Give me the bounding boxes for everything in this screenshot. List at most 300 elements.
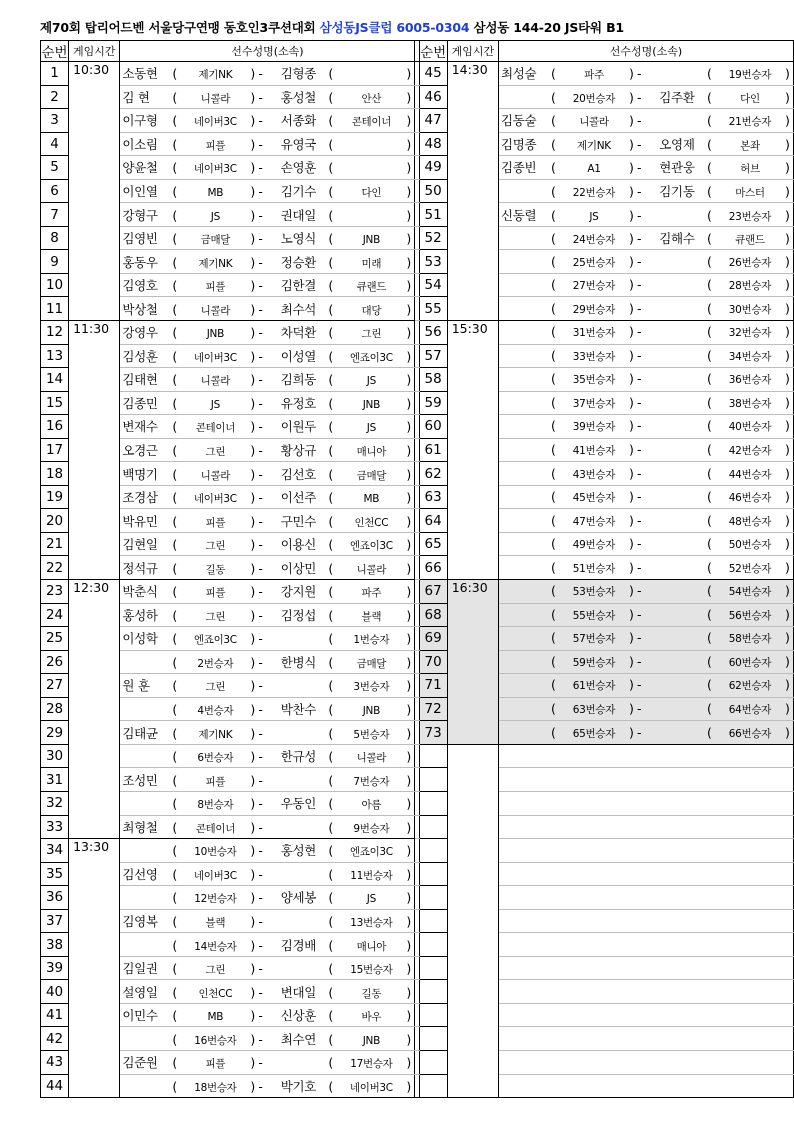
- open-paren: (: [172, 725, 177, 741]
- match-players: [120, 391, 415, 415]
- match-number: 41: [41, 1003, 69, 1027]
- close-paren: ): [628, 583, 634, 599]
- empty-cell: [498, 909, 793, 933]
- open-paren: (: [550, 512, 556, 528]
- open-paren: (: [328, 466, 333, 482]
- player-a-club: 55번승자: [572, 609, 616, 622]
- open-paren: (: [172, 301, 177, 317]
- versus-dash: -: [258, 584, 263, 600]
- match-players: [120, 744, 415, 768]
- match-number: 71: [419, 674, 447, 698]
- close-paren: ): [250, 278, 255, 294]
- open-paren: (: [328, 843, 333, 859]
- player-a-club: 네이버3C: [193, 116, 237, 129]
- player-a-name: 최형철: [122, 819, 158, 835]
- close-paren: ): [250, 513, 255, 529]
- table-row: [41, 839, 794, 863]
- table-row: [41, 438, 794, 462]
- open-paren: (: [172, 113, 177, 129]
- player-b-club: 마스터: [735, 187, 765, 199]
- player-b-club: 11번승자: [350, 869, 393, 882]
- versus-dash: -: [636, 630, 642, 646]
- player-a-club: 12번승자: [194, 893, 237, 906]
- table-row: [41, 1003, 794, 1027]
- open-paren: (: [328, 678, 333, 694]
- open-paren: (: [172, 772, 177, 788]
- versus-dash: -: [636, 442, 642, 458]
- close-paren: ): [250, 913, 255, 929]
- empty-cell: [447, 744, 498, 1097]
- player-b-name: 오영제: [659, 136, 695, 152]
- player-b-name: 최수연: [280, 1031, 317, 1047]
- versus-dash: -: [258, 348, 263, 364]
- game-time: 10:30: [69, 62, 120, 321]
- close-paren: ): [406, 1031, 411, 1047]
- close-paren: ): [784, 701, 790, 717]
- player-a-club: 블랙: [205, 916, 226, 929]
- close-paren: ): [406, 1008, 411, 1024]
- open-paren: (: [706, 701, 712, 717]
- player-a-club: 45번승자: [572, 492, 616, 505]
- close-paren: ): [406, 560, 411, 576]
- game-time: 11:30: [69, 321, 120, 580]
- player-b-name: 김기동: [659, 184, 695, 199]
- open-paren: (: [328, 254, 333, 270]
- match-players: [120, 791, 415, 815]
- player-b-club: 파주: [361, 587, 382, 600]
- close-paren: ): [406, 654, 411, 670]
- open-paren: (: [172, 866, 177, 882]
- match-number: 17: [41, 438, 69, 462]
- game-time: 16:30: [447, 580, 498, 745]
- tournament-title: 제70회 탑리어드벤 서울당구연맹 동호인3쿠션대회: [40, 20, 316, 35]
- open-paren: (: [172, 819, 177, 835]
- open-paren: (: [328, 1055, 333, 1071]
- open-paren: (: [550, 184, 556, 199]
- match-number: 66: [419, 556, 447, 580]
- player-a-club: 니콜라: [200, 92, 231, 105]
- player-a-name: 김영호: [122, 278, 158, 294]
- open-paren: (: [328, 301, 333, 317]
- open-paren: (: [328, 160, 333, 176]
- match-players: [120, 344, 415, 368]
- close-paren: ): [784, 559, 790, 575]
- player-b-club: JNB: [362, 234, 380, 247]
- player-a-name: 소동현: [122, 66, 158, 82]
- open-paren: (: [550, 536, 556, 552]
- table-row: [41, 791, 794, 815]
- open-paren: (: [328, 325, 333, 341]
- player-a-club: 피플: [205, 1058, 226, 1071]
- open-paren: (: [706, 465, 712, 481]
- player-a-club: JS: [589, 210, 599, 223]
- table-row: [41, 886, 794, 910]
- match-players: [120, 485, 415, 509]
- player-a-club: 57번승자: [572, 633, 616, 646]
- match-number: 63: [419, 485, 447, 509]
- match-players: [120, 768, 415, 792]
- open-paren: (: [328, 113, 333, 129]
- close-paren: ): [250, 395, 255, 411]
- close-paren: ): [784, 253, 790, 269]
- close-paren: ): [628, 184, 634, 199]
- close-paren: ): [406, 1078, 411, 1094]
- player-a-club: 그린: [205, 681, 226, 694]
- close-paren: ): [250, 490, 255, 506]
- open-paren: (: [550, 136, 556, 152]
- match-number: 72: [419, 697, 447, 721]
- open-paren: (: [172, 890, 177, 906]
- open-paren: (: [328, 631, 333, 647]
- player-a-club: 네이버3C: [193, 163, 237, 176]
- match-players: [120, 674, 415, 698]
- open-paren: (: [172, 654, 177, 670]
- match-players: [120, 603, 415, 627]
- open-paren: (: [328, 513, 333, 529]
- player-b-club: 23번승자: [728, 210, 772, 223]
- table-row: [41, 203, 794, 227]
- close-paren: ): [406, 160, 411, 176]
- match-players: [120, 839, 415, 863]
- table-row: [41, 156, 794, 180]
- open-paren: (: [328, 984, 333, 1000]
- versus-dash: -: [636, 136, 642, 152]
- player-b-name: 노영식: [280, 231, 317, 247]
- player-a-name: 김영복: [122, 913, 158, 929]
- match-players: [120, 85, 415, 109]
- close-paren: ): [250, 890, 255, 906]
- match-number: 55: [419, 297, 447, 321]
- open-paren: (: [328, 961, 333, 977]
- table-row: [41, 674, 794, 698]
- close-paren: ): [628, 418, 634, 434]
- match-number: 20: [41, 509, 69, 533]
- close-paren: ): [406, 961, 411, 977]
- close-paren: ): [628, 724, 634, 740]
- player-a-club: 63번승자: [572, 704, 616, 717]
- close-paren: ): [784, 465, 790, 481]
- player-b-name: 김정섭: [280, 607, 317, 623]
- close-paren: ): [406, 395, 411, 411]
- open-paren: (: [550, 347, 556, 363]
- close-paren: ): [784, 583, 790, 599]
- player-b-club: 38번승자: [728, 397, 772, 410]
- col-header-players: 선수성명(소속): [120, 41, 415, 62]
- player-a-club: 14번승자: [194, 940, 237, 953]
- match-players: [498, 580, 793, 604]
- close-paren: ): [250, 301, 255, 317]
- match-number: 46: [419, 85, 447, 109]
- versus-dash: -: [258, 843, 263, 859]
- player-a-name: 김준원: [122, 1055, 158, 1071]
- table-row: [41, 744, 794, 768]
- match-players: [120, 156, 415, 180]
- open-paren: (: [172, 513, 177, 529]
- player-b-club: 길동: [361, 987, 382, 1000]
- open-paren: (: [550, 630, 556, 646]
- close-paren: ): [250, 254, 255, 270]
- match-number: 22: [41, 556, 69, 580]
- versus-dash: -: [258, 631, 263, 647]
- open-paren: (: [172, 607, 177, 623]
- close-paren: ): [628, 630, 634, 646]
- open-paren: (: [172, 913, 177, 929]
- match-players: [120, 886, 415, 910]
- versus-dash: -: [636, 677, 642, 693]
- open-paren: (: [328, 89, 333, 105]
- player-b-club: 허브: [740, 163, 760, 176]
- player-a-club: 24번승자: [572, 234, 616, 247]
- open-paren: (: [172, 231, 177, 247]
- table-row: [41, 485, 794, 509]
- player-b-name: 김선호: [280, 466, 317, 482]
- close-paren: ): [250, 702, 255, 718]
- venue-address: 삼성동 144-20 JS타워 B1: [473, 20, 624, 35]
- table-row: [41, 768, 794, 792]
- match-number: 52: [419, 226, 447, 250]
- player-a-club: 25번승자: [572, 256, 616, 269]
- close-paren: ): [406, 796, 411, 812]
- player-a-name: 원 훈: [122, 678, 150, 694]
- close-paren: ): [406, 184, 411, 199]
- table-row: [41, 721, 794, 745]
- player-b-club: 아름: [361, 799, 382, 812]
- open-paren: (: [172, 372, 177, 388]
- table-row: [41, 415, 794, 439]
- player-a-name: 이민수: [122, 1008, 158, 1024]
- close-paren: ): [250, 348, 255, 364]
- match-players: [120, 179, 415, 203]
- player-b-name: 유영국: [280, 136, 317, 152]
- player-b-club: 블랙: [361, 610, 382, 623]
- player-b-name: 홍성철: [280, 89, 317, 105]
- open-paren: (: [706, 559, 712, 575]
- close-paren: ): [784, 653, 790, 669]
- player-a-club: 31번승자: [572, 327, 616, 340]
- close-paren: ): [250, 443, 255, 459]
- venue-name: 삼성동JS클럽 6005-0304: [319, 20, 470, 35]
- versus-dash: -: [258, 560, 263, 576]
- player-a-name: 조성민: [122, 772, 158, 788]
- player-a-name: 김종빈: [500, 160, 537, 176]
- player-b-club: 19번승자: [728, 69, 772, 82]
- player-b-club: 콘테이너: [351, 116, 392, 129]
- player-a-club: MB: [207, 1011, 224, 1024]
- player-a-club: 네이버3C: [193, 351, 237, 364]
- col-header-players: 선수성명(소속): [498, 41, 793, 62]
- match-number: 35: [41, 862, 69, 886]
- player-b-club: 30번승자: [728, 303, 772, 316]
- match-number: 23: [41, 580, 69, 604]
- player-b-club: 금매달: [356, 469, 387, 482]
- match-players: [498, 462, 793, 486]
- player-a-club: JNB: [206, 328, 224, 341]
- close-paren: ): [784, 536, 790, 552]
- versus-dash: -: [636, 418, 642, 434]
- player-b-club: 54번승자: [728, 586, 772, 599]
- close-paren: ): [250, 749, 255, 765]
- close-paren: ): [628, 489, 634, 505]
- player-a-club: 41번승자: [572, 445, 616, 458]
- match-players: [120, 580, 415, 604]
- match-number: 56: [419, 321, 447, 345]
- empty-cell: [419, 909, 447, 933]
- versus-dash: -: [258, 1008, 263, 1024]
- match-players: [498, 344, 793, 368]
- open-paren: (: [706, 630, 712, 646]
- player-b-club: JS: [366, 893, 376, 906]
- player-a-club: 39번승자: [572, 421, 616, 434]
- player-a-club: 인천CC: [198, 987, 233, 1000]
- player-a-name: 오경근: [122, 443, 158, 459]
- player-b-club: 대당: [361, 304, 382, 317]
- match-number: 5: [41, 156, 69, 180]
- player-b-club: 큐랜드: [735, 234, 765, 247]
- close-paren: ): [406, 443, 411, 459]
- open-paren: (: [172, 796, 177, 812]
- player-b-name: 양세봉: [280, 890, 317, 906]
- player-a-club: 네이버3C: [193, 493, 237, 506]
- close-paren: ): [250, 1008, 255, 1024]
- empty-cell: [498, 1003, 793, 1027]
- player-a-name: 최성술: [500, 66, 537, 82]
- open-paren: (: [328, 866, 333, 882]
- player-a-club: 29번승자: [572, 303, 616, 316]
- close-paren: ): [628, 512, 634, 528]
- player-b-name: 이원두: [280, 419, 317, 435]
- versus-dash: -: [258, 937, 263, 953]
- match-number: 26: [41, 650, 69, 674]
- versus-dash: -: [636, 701, 642, 717]
- player-a-name: 김태균: [122, 725, 158, 741]
- close-paren: ): [250, 796, 255, 812]
- table-row: [41, 226, 794, 250]
- match-players: [498, 415, 793, 439]
- close-paren: ): [628, 113, 634, 129]
- player-a-club: 그린: [205, 540, 226, 553]
- player-a-club: A1: [587, 163, 601, 176]
- player-a-club: 43번승자: [572, 468, 616, 481]
- close-paren: ): [406, 749, 411, 765]
- versus-dash: -: [636, 231, 642, 247]
- player-a-name: 이구형: [122, 113, 158, 129]
- open-paren: (: [550, 442, 556, 458]
- versus-dash: -: [636, 465, 642, 481]
- match-players: [498, 697, 793, 721]
- match-number: 40: [41, 980, 69, 1004]
- open-paren: (: [172, 184, 177, 199]
- open-paren: (: [706, 324, 712, 340]
- player-b-name: 구민수: [280, 513, 317, 529]
- close-paren: ): [628, 136, 634, 152]
- player-a-club: 2번승자: [197, 657, 234, 670]
- player-b-club: 21번승자: [728, 116, 772, 129]
- close-paren: ): [250, 843, 255, 859]
- close-paren: ): [406, 372, 411, 388]
- open-paren: (: [172, 348, 177, 364]
- player-b-name: 박찬수: [280, 702, 317, 718]
- close-paren: ): [628, 653, 634, 669]
- match-players: [498, 438, 793, 462]
- close-paren: ): [406, 513, 411, 529]
- versus-dash: -: [258, 678, 263, 694]
- open-paren: (: [550, 277, 556, 293]
- versus-dash: -: [258, 89, 263, 105]
- player-a-club: 니콜라: [579, 116, 609, 129]
- open-paren: (: [328, 278, 333, 294]
- match-players: [120, 933, 415, 957]
- versus-dash: -: [636, 324, 642, 340]
- close-paren: ): [784, 630, 790, 646]
- close-paren: ): [628, 347, 634, 363]
- close-paren: ): [250, 819, 255, 835]
- match-number: 43: [41, 1050, 69, 1074]
- close-paren: ): [406, 866, 411, 882]
- match-players: [498, 156, 793, 180]
- player-a-name: 정석규: [122, 560, 158, 576]
- open-paren: (: [328, 607, 333, 623]
- close-paren: ): [784, 724, 790, 740]
- player-b-club: 다인: [740, 92, 760, 105]
- player-a-club: 파주: [584, 69, 604, 82]
- close-paren: ): [784, 347, 790, 363]
- empty-cell: [498, 839, 793, 863]
- versus-dash: -: [636, 489, 642, 505]
- open-paren: (: [172, 749, 177, 765]
- player-a-club: 6번승자: [197, 752, 234, 765]
- open-paren: (: [706, 724, 712, 740]
- table-row: [41, 603, 794, 627]
- match-players: [120, 62, 415, 86]
- versus-dash: -: [258, 890, 263, 906]
- close-paren: ): [406, 278, 411, 294]
- match-players: [498, 62, 793, 86]
- close-paren: ): [406, 913, 411, 929]
- player-b-name: 김해수: [659, 231, 695, 247]
- match-number: 14: [41, 368, 69, 392]
- game-time: 12:30: [69, 580, 120, 839]
- player-a-club: 그린: [205, 964, 226, 977]
- match-players: [498, 721, 793, 745]
- close-paren: ): [406, 325, 411, 341]
- open-paren: (: [172, 325, 177, 341]
- empty-cell: [419, 956, 447, 980]
- match-players: [120, 1074, 415, 1098]
- player-b-club: JNB: [362, 705, 380, 718]
- close-paren: ): [628, 442, 634, 458]
- empty-cell: [419, 1003, 447, 1027]
- close-paren: ): [784, 89, 790, 105]
- match-number: 57: [419, 344, 447, 368]
- versus-dash: -: [258, 772, 263, 788]
- match-number: 62: [419, 462, 447, 486]
- table-row: [41, 933, 794, 957]
- match-number: 54: [419, 273, 447, 297]
- open-paren: (: [706, 89, 712, 105]
- match-number: 47: [419, 109, 447, 133]
- match-players: [498, 532, 793, 556]
- game-time: 13:30: [69, 839, 120, 1098]
- match-players: [120, 509, 415, 533]
- close-paren: ): [250, 419, 255, 435]
- player-a-name: 김태현: [122, 372, 158, 388]
- match-number: 24: [41, 603, 69, 627]
- player-b-name: 황상규: [280, 443, 317, 459]
- player-b-club: 네이버3C: [349, 1081, 393, 1094]
- match-players: [498, 556, 793, 580]
- close-paren: ): [250, 113, 255, 129]
- table-row: [41, 980, 794, 1004]
